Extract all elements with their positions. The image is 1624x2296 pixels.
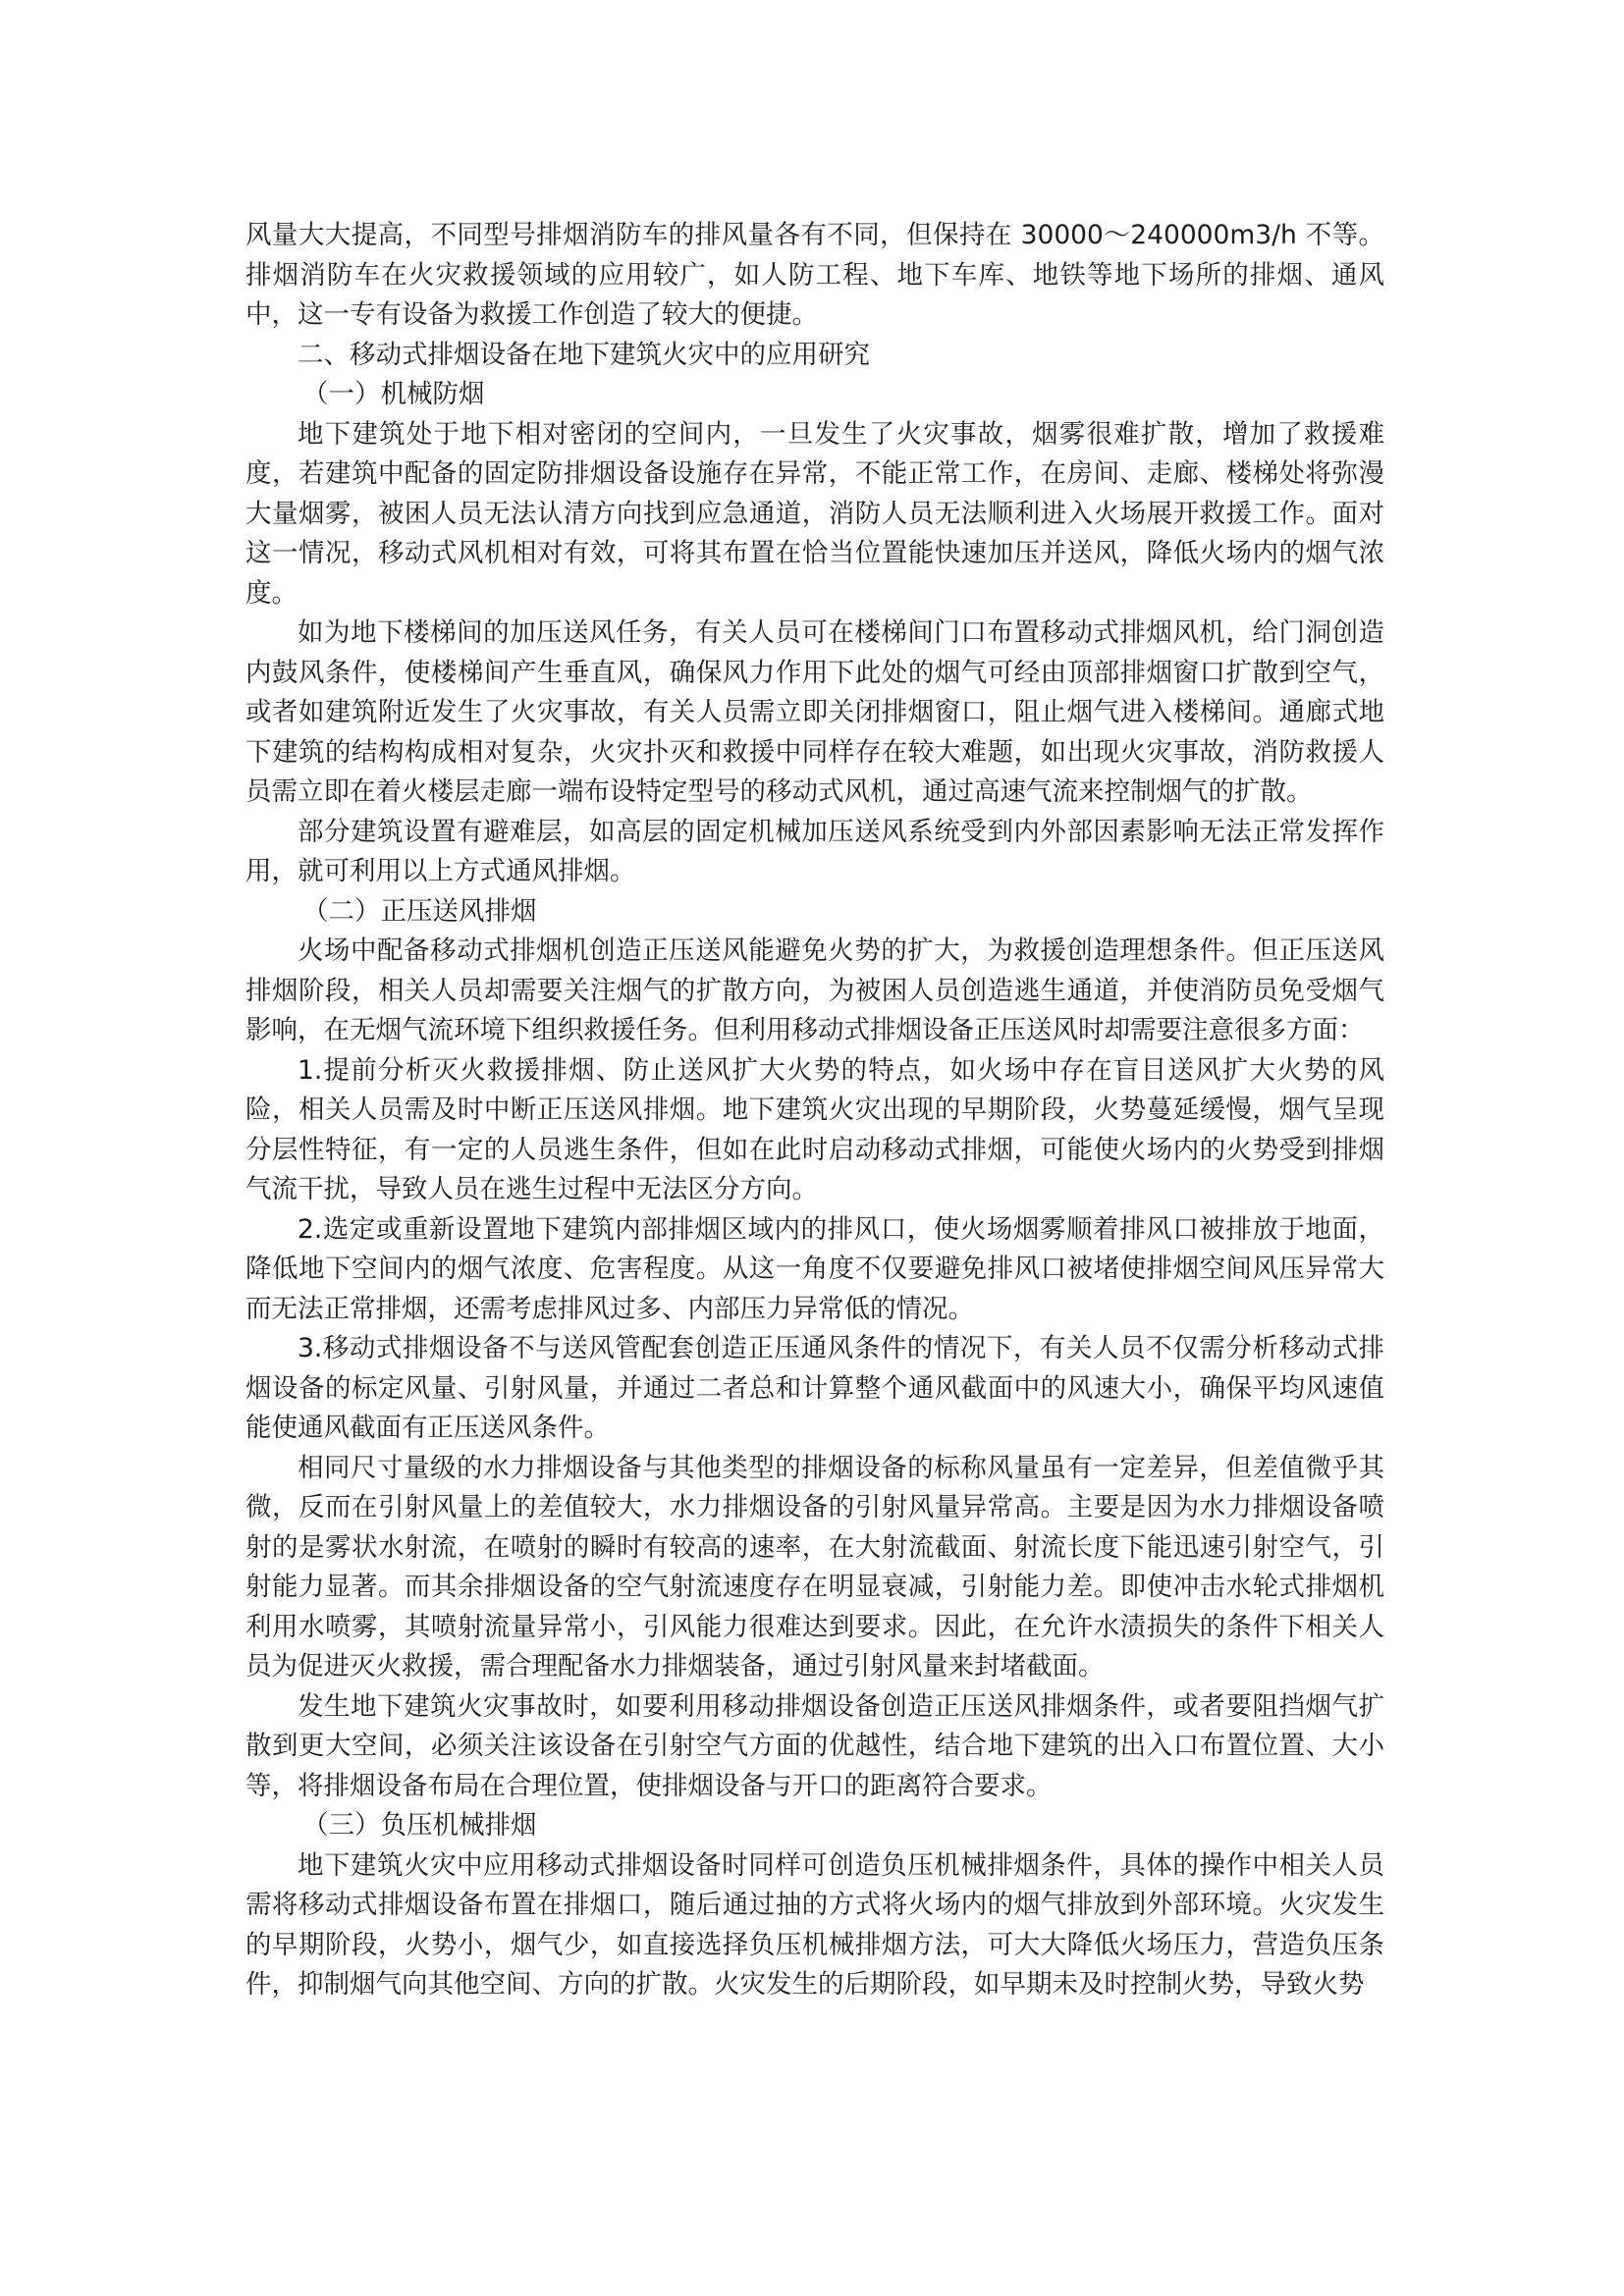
body-paragraph: 风量大大提高，不同型号排烟消防车的排风量各有不同，但保持在 30000～240000m3/h 不等。排烟消防车在火灾救援领域的应用较广，如人防工程、地下车库、地铁等地下场所的排烟、通风中，这一专有设备为救援工作创造了较大的便捷。 — [245, 220, 1384, 330]
body-paragraph: 2.选定或重新设置地下建筑内部排烟区域内的排风口，使火场烟雾顺着排风口被排放于地面，降低地下空间内的烟气浓度、危害程度。从这一角度不仅要避免排风口被堵使排烟空间风压异常大而无法正常排烟，还需考虑排风过多、内部压力异常低的情况。 — [245, 1213, 1384, 1324]
body-paragraph: 相同尺寸量级的水力排烟设备与其他类型的排烟设备的标称风量虽有一定差异，但差值微乎其微，反而在引射风量上的差值较大，水力排烟设备的引射风量异常高。主要是因为水力排烟设备喷射的是雾状水射流，在喷射的瞬时有较高的速率，在大射流截面、射流长度下能迅速引射空气，引射能力显著。而其余排烟设备的空气射流速度存在明显衰减，引射能力差。即使冲击水轮式排烟机利用水喷雾，其喷射流量异常小，引风能力很难达到要求。因此，在允许水渍损失的条件下相关人员为促进灭火救援，需合理配备水力排烟装备，通过引射风量来封堵截面。 — [245, 1452, 1384, 1682]
body-paragraph: 3.移动式排烟设备不与送风管配套创造正压通风条件的情况下，有关人员不仅需分析移动式排烟设备的标定风量、引射风量，并通过二者总和计算整个通风截面中的风速大小，确保平均风速值能使通风截面有正压送风条件。 — [245, 1333, 1384, 1443]
body-paragraph: 地下建筑处于地下相对密闭的空间内，一旦发生了火灾事故，烟雾很难扩散，增加了救援难度，若建筑中配备的固定防排烟设备设施存在异常，不能正常工作，在房间、走廊、楼梯处将弥漫大量烟雾，被困人员无法认清方向找到应急通道，消防人员无法顺利进入火场展开救援工作。面对这一情况，移动式风机相对有效，可将其布置在恰当位置能快速加压并送风，降低火场内的烟气浓度。 — [245, 418, 1384, 609]
body-paragraph: 如为地下楼梯间的加压送风任务，有关人员可在楼梯间门口布置移动式排烟风机，给门洞创造内鼓风条件，使楼梯间产生垂直风，确保风力作用下此处的烟气可经由顶部排烟窗口扩散到空气，或者如建筑附近发生了火灾事故，有关人员需立即关闭排烟窗口，阻止烟气进入楼梯间。通廊式地下建筑的结构构成相对复杂，火灾扑灭和救援中同样存在较大难题，如出现火灾事故，消防救援人员需立即在着火楼层走廊一端布设特定型号的移动式风机，通过高速气流来控制烟气的扩散。 — [245, 617, 1384, 807]
subsection-heading: （二）正压送风排烟 — [302, 895, 537, 927]
body-paragraph: 发生地下建筑火灾事故时，如要利用移动排烟设备创造正压送风排烟条件，或者要阻挡烟气扩散到更大空间，必须关注该设备在引射空气方面的优越性，结合地下建筑的出入口布置位置、大小等，将排烟设备布局在合理位置，使排烟设备与开口的距离符合要求。 — [245, 1690, 1384, 1801]
body-paragraph: 1.提前分析灭火救援排烟、防止送风扩大火势的特点，如火场中存在盲目送风扩大火势的风险，相关人员需及时中断正压送风排烟。地下建筑火灾出现的早期阶段，火势蔓延缓慢，烟气呈现分层性特征，有一定的人员逃生条件，但如在此时启动移动式排烟，可能使火场内的火势受到排烟气流干扰，导致人员在逃生过程中无法区分方向。 — [245, 1054, 1384, 1204]
subsection-heading: （三）负压机械排烟 — [302, 1810, 537, 1841]
body-paragraph: 火场中配备移动式排烟机创造正压送风能避免火势的扩大，为救援创造理想条件。但正压送风排烟阶段，相关人员却需要关注烟气的扩散方向，为被困人员创造逃生通道，并使消防员免受烟气影响，在无烟气流环境下组织救援任务。但利用移动式排烟设备正压送风时却需要注意很多方面： — [245, 935, 1384, 1045]
subsection-heading: （一）机械防烟 — [302, 379, 485, 409]
body-paragraph: 部分建筑设置有避难层，如高层的固定机械加压送风系统受到内外部因素影响无法正常发挥作用，就可利用以上方式通风排烟。 — [245, 816, 1384, 886]
body-paragraph: 地下建筑火灾中应用移动式排烟设备时同样可创造负压机械排烟条件，具体的操作中相关人员需将移动式排烟设备布置在排烟口，随后通过抽的方式将火场内的烟气排放到外部环境。火灾发生的早期阶段，火势小，烟气少，如直接选择负压机械排烟方法，可大大降低火场压力，营造负压条件，抑制烟气向其他空间、方向的扩散。火灾发生的后期阶段，如早期未及时控制火势，导致火势 — [245, 1849, 1384, 2000]
document-page — [245, 216, 1384, 2005]
section-heading: 二、移动式排烟设备在地下建筑火灾中的应用研究 — [298, 339, 870, 370]
